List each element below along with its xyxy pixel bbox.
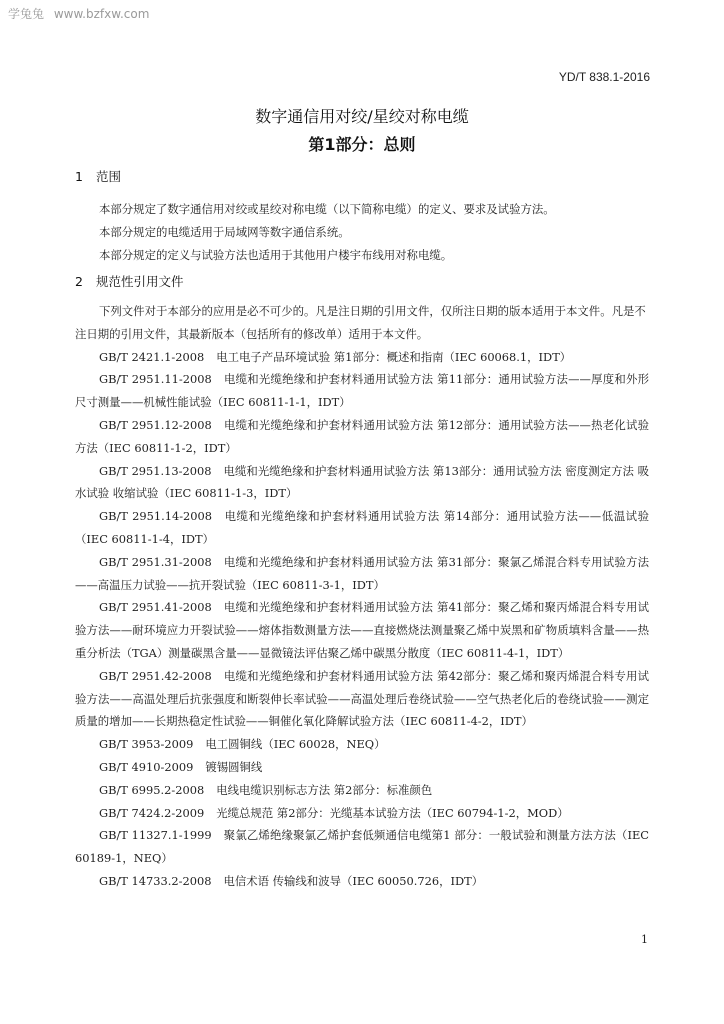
reference-title: 电工圆铜线（IEC 60028，NEQ）: [205, 737, 386, 752]
reference-title: 镀锡圆铜线: [205, 759, 263, 774]
reference-item: [75, 414, 649, 460]
reference-code: GB/T 2951.42-2008: [99, 668, 212, 683]
reference-code: GB/T 2951.14-2008: [99, 509, 213, 524]
standard-code: YD/T 838.1-2016: [558, 70, 650, 84]
scope-paragraph: 本部分规定的电缆适用于局域网等数字通信系统。: [99, 224, 350, 239]
reference-title: 电缆和光缆绝缘和护套材料通用试验方法 第31部分：聚氯乙烯混合料专用试验方法——高温压力试验——抗开裂试验（IEC 60811-3-1，IDT）: [75, 554, 649, 592]
reference-item: [75, 460, 649, 506]
section-number: 2: [75, 274, 83, 289]
section-number: 1: [75, 169, 83, 184]
reference-title: 电信术语 传输线和波导（IEC 60050.726，IDT）: [223, 873, 484, 888]
section-title: 规范性引用文件: [95, 274, 184, 289]
reference-title: 电缆和光缆绝缘和护套材料通用试验方法 第12部分：通用试验方法——热老化试验方法（IEC 60811-1-2，IDT）: [75, 417, 649, 455]
document-title: 数字通信用对绞/星绞对称电缆: [255, 107, 469, 126]
reference-code: GB/T 2951.31-2008: [99, 554, 212, 569]
reference-item: [75, 802, 649, 825]
reference-item: [75, 551, 649, 597]
section-heading-normative-references: [75, 272, 184, 290]
reference-code: GB/T 2951.11-2008: [99, 372, 212, 387]
reference-code: GB/T 2421.1-2008: [99, 349, 205, 364]
section-title: 范围: [95, 169, 121, 184]
reference-title: 光缆总规范 第2部分：光缆基本试验方法（IEC 60794-1-2，MOD）: [216, 805, 569, 820]
reference-title: 电缆和光缆绝缘和护套材料通用试验方法 第11部分：通用试验方法——厚度和外形尺寸测量——机械性能试验（IEC 60811-1-1，IDT）: [75, 372, 649, 410]
reference-title: 电缆和光缆绝缘和护套材料通用试验方法 第13部分：通用试验方法 密度测定方法 吸水试验 收缩试验（IEC 60811-1-3，IDT）: [75, 463, 650, 501]
reference-code: GB/T 2951.41-2008: [99, 600, 212, 615]
reference-item: [75, 824, 649, 870]
reference-item: [75, 665, 649, 733]
reference-item: [75, 733, 649, 756]
reference-list: [75, 346, 649, 893]
reference-code: GB/T 2951.12-2008: [99, 417, 212, 432]
normative-references-body: [75, 300, 649, 893]
reference-item: [75, 368, 649, 414]
reference-title: 聚氯乙烯绝缘聚氯乙烯护套低频通信电缆第1 部分：一般试验和测量方法方法（IEC 60189-1，NEQ）: [75, 828, 649, 866]
section-heading-scope: [75, 167, 121, 185]
watermark-brand: 学兔兔: [8, 7, 45, 21]
reference-code: GB/T 4910-2009: [99, 759, 194, 774]
reference-item: [75, 596, 649, 664]
scope-paragraph: 本部分规定的定义与试验方法也适用于其他用户楼宇布线用对称电缆。: [99, 247, 453, 262]
reference-title: 电缆和光缆绝缘和护套材料通用试验方法 第41部分：聚乙烯和聚丙烯混合料专用试验方法——耐环境应力开裂试验——熔体指数测量方法——直接燃烧法测量聚乙烯中炭黑和矿物质填料含量——热重分析法（TGA）测量碳黑含量——显微镜法评估聚乙烯中碳黑分散度（IEC 60811-4-1，IDT）: [75, 600, 649, 660]
watermark: [8, 5, 149, 22]
reference-code: GB/T 7424.2-2009: [99, 805, 205, 820]
reference-title: 电工电子产品环境试验 第1部分：概述和指南（IEC 60068.1，IDT）: [216, 349, 572, 364]
references-intro: 下列文件对于本部分的应用是必不可少的。凡是注日期的引用文件，仅所注日期的版本适用于本文件。凡是不注日期的引用文件，其最新版本（包括所有的修改单）适用于本文件。: [75, 304, 646, 341]
reference-code: GB/T 11327.1-1999: [99, 828, 212, 843]
reference-item: [75, 870, 649, 893]
scope-paragraph: 本部分规定了数字通信用对绞或星绞对称电缆（以下简称电缆）的定义、要求及试验方法。: [99, 202, 555, 216]
reference-item: [75, 756, 649, 779]
reference-item: [75, 346, 649, 369]
reference-title: 电缆和光缆绝缘和护套材料通用试验方法 第42部分：聚乙烯和聚丙烯混合料专用试验方法——高温处理后抗张强度和断裂伸长率试验——高温处理后卷绕试验——空气热老化后的卷绕试验——测定质量的增加——长期热稳定性试验——铜催化氧化降解试验方法（IEC 60811-4-2，IDT）: [75, 668, 649, 729]
document-part-title: 第1部分：总则: [308, 135, 416, 154]
page-number: 1: [641, 933, 648, 946]
reference-title: 电线电缆识别标志方法 第2部分：标准颜色: [216, 782, 433, 797]
reference-code: GB/T 3953-2009: [99, 737, 194, 752]
reference-code: GB/T 14733.2-2008: [99, 873, 212, 888]
reference-code: GB/T 2951.13-2008: [99, 463, 212, 478]
watermark-site: www.bzfxw.com: [53, 7, 150, 21]
reference-code: GB/T 6995.2-2008: [99, 782, 205, 797]
reference-item: [75, 779, 649, 802]
reference-title: 电缆和光缆绝缘和护套材料通用试验方法 第14部分：通用试验方法——低温试验（IEC 60811-1-4，IDT）: [75, 509, 649, 546]
scope-body: [75, 198, 649, 266]
reference-item: [75, 505, 649, 551]
